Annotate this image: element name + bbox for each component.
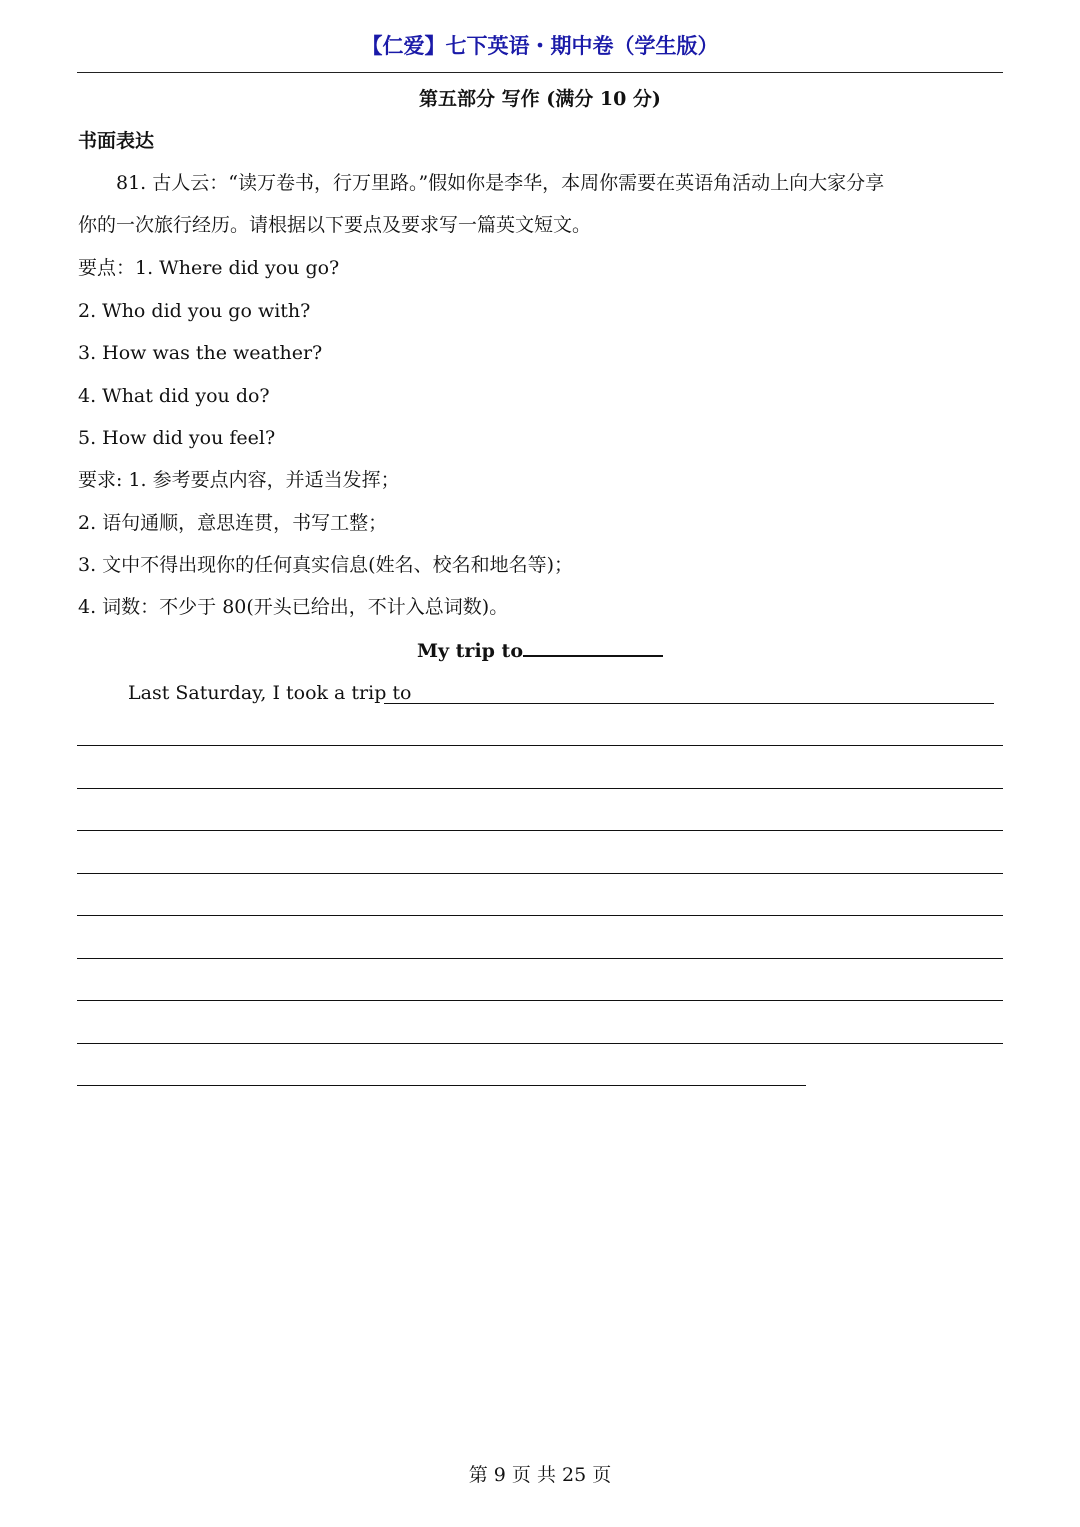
answer-line-last[interactable] xyxy=(77,1085,806,1086)
points-label: 要点： xyxy=(78,257,136,279)
point-item-4: 4. What did you do? xyxy=(78,385,270,407)
document-header: 【仁爱】七下英语・期中卷（学生版） xyxy=(361,34,719,58)
point-item-5: 5. How did you feel? xyxy=(78,427,276,449)
answer-line[interactable] xyxy=(77,830,1003,831)
section-title: 第五部分 写作 (满分 10 分) xyxy=(419,88,661,110)
answer-line[interactable] xyxy=(77,745,1003,746)
point-item-2: 2. Who did you go with? xyxy=(78,300,311,322)
essay-title-blank[interactable] xyxy=(523,655,663,657)
answer-line[interactable] xyxy=(77,1043,1003,1044)
page-footer: 第 9 页 共 25 页 xyxy=(468,1464,612,1486)
essay-opening-line xyxy=(128,680,412,706)
question-intro-line-2: 你的一次旅行经历。请根据以下要点及要求写一篇英文短文。 xyxy=(78,214,592,236)
requirement-item-1 xyxy=(78,467,400,493)
point-item-1 xyxy=(78,255,339,281)
requirement-item-2: 2. 语句通顺，意思连贯，书写工整； xyxy=(78,512,388,534)
answer-line[interactable] xyxy=(77,788,1003,789)
answer-line[interactable] xyxy=(77,873,1003,874)
point-item-3: 3. How was the weather? xyxy=(78,342,323,364)
question-intro-line-1: 81. 古人云：“读万卷书，行万里路。”假如你是李华，本周你需要在英语角活动上向大家分享 xyxy=(116,172,885,194)
point-text: 1. Where did you go? xyxy=(135,257,340,279)
essay-opening-text: Last Saturday, I took a trip to xyxy=(128,682,412,704)
section-subtitle: 书面表达 xyxy=(78,130,155,152)
requirement-item-4: 4. 词数：不少于 80(开头已给出，不计入总词数)。 xyxy=(78,596,509,618)
essay-title xyxy=(0,638,1080,664)
requirement-item-3: 3. 文中不得出现你的任何真实信息(姓名、校名和地名等)； xyxy=(78,554,573,576)
requirements-label: 要求: xyxy=(78,469,129,491)
requirement-text: 1. 参考要点内容，并适当发挥； xyxy=(128,469,400,491)
essay-title-text: My trip to xyxy=(416,640,524,662)
answer-line[interactable] xyxy=(77,958,1003,959)
answer-line-opening[interactable] xyxy=(384,703,994,704)
answer-line[interactable] xyxy=(77,1000,1003,1001)
answer-line[interactable] xyxy=(77,915,1003,916)
header-divider xyxy=(77,72,1003,73)
